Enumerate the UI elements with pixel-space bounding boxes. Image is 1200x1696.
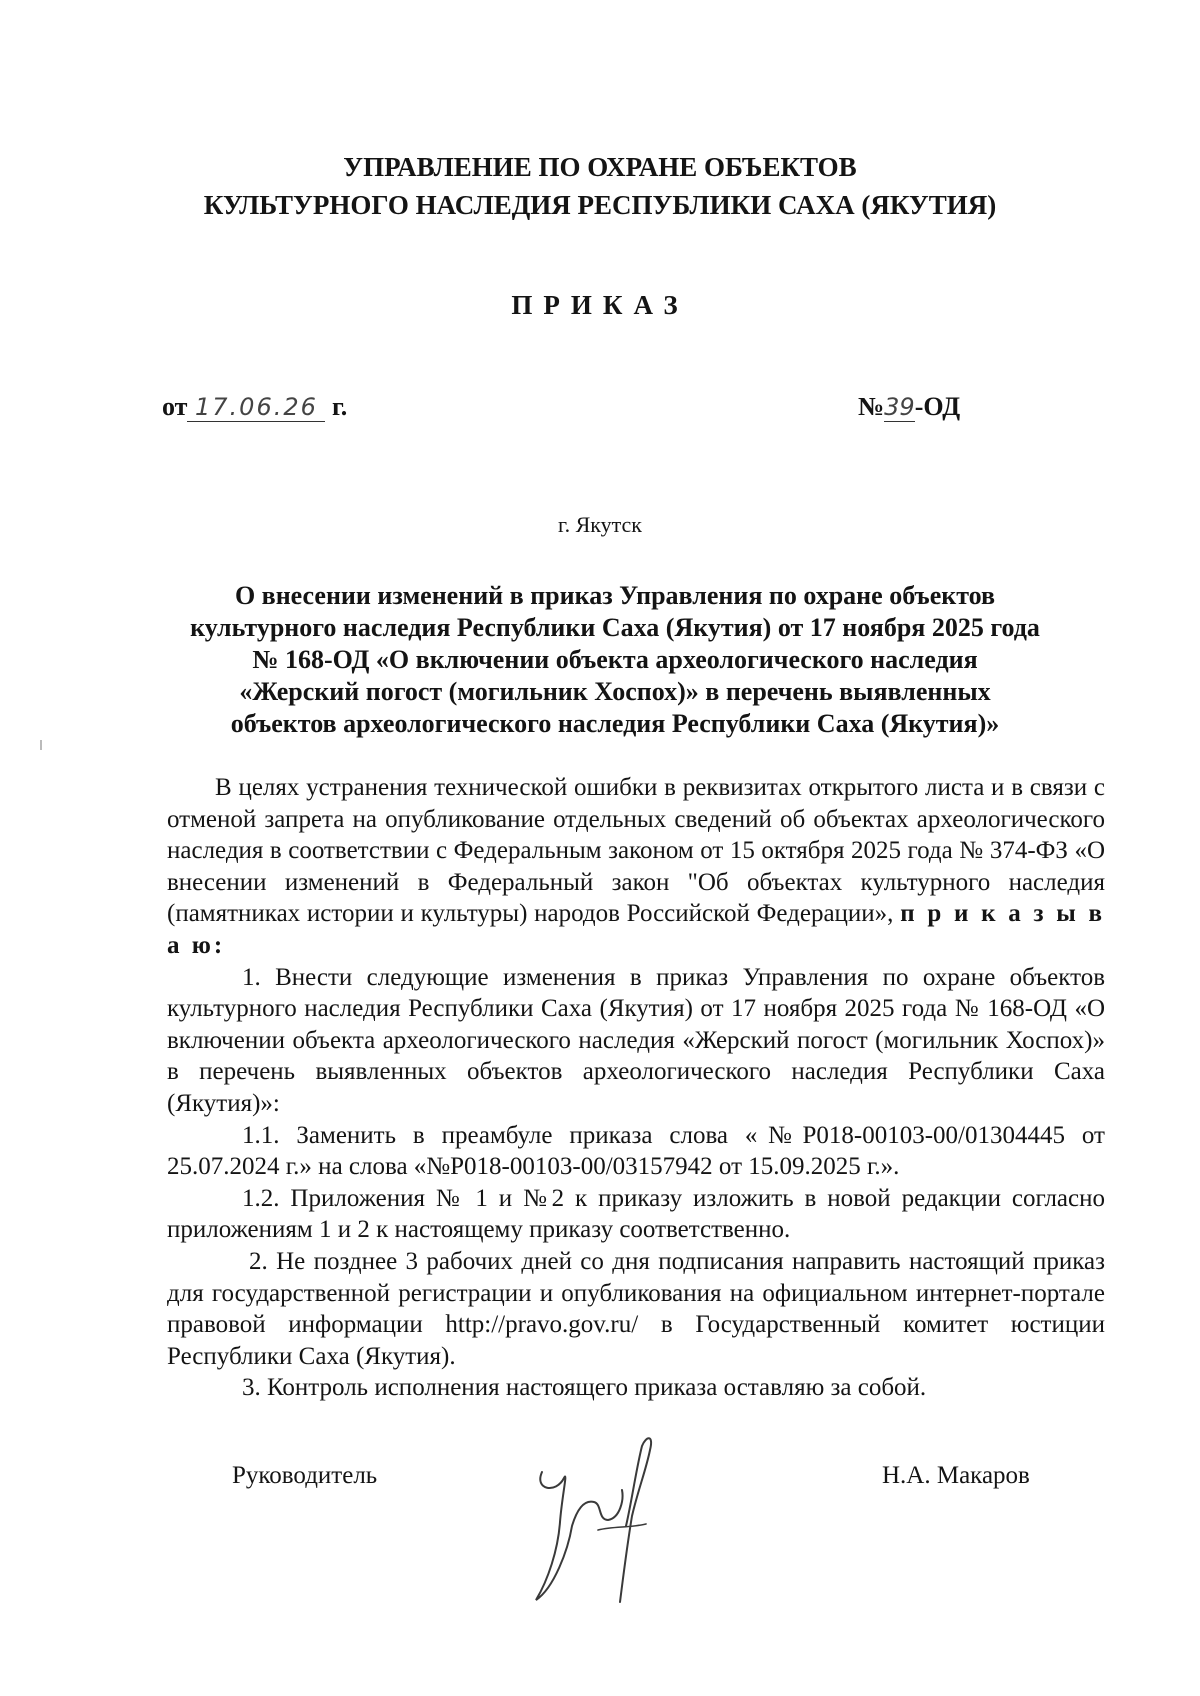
- order-date: [162, 392, 347, 422]
- organization-header: [0, 148, 1200, 224]
- subject-line: культурного наследия Республики Саха (Якутия) от 17 ноября 2025 года: [190, 613, 1040, 642]
- date-suffix: г.: [331, 392, 348, 421]
- org-line-1: УПРАВЛЕНИЕ ПО ОХРАНЕ ОБЪЕКТОВ: [343, 152, 857, 182]
- signatory-name: Н.А. Макаров: [882, 1462, 1030, 1489]
- signatory-position: Руководитель: [232, 1462, 378, 1489]
- handwritten-date: 17.06.26: [187, 393, 325, 422]
- number-suffix: -ОД: [914, 392, 961, 421]
- subject-line: объектов археологического наследия Республики Саха (Якутия)»: [230, 709, 1000, 738]
- handwritten-number: 39: [884, 393, 915, 421]
- handwritten-signature: [528, 1430, 678, 1620]
- city: г. Якутск: [558, 512, 642, 537]
- item-2: 2. Не позднее 3 рабочих дней со дня подписания направить настоящий приказ для государственной регистрации и опубликования на официальном интернет-портале правовой информации http://pravo.gov.ru/ в Государственный комитет юстиции Республики Саха (Якутия).: [167, 1247, 1105, 1370]
- order-body: [167, 772, 1105, 1404]
- item-1-2: 1.2. Приложения № 1 и №2 к приказу изложить в новой редакции согласно приложениям 1 и 2 к настоящему приказу соответственно.: [167, 1184, 1105, 1244]
- number-prefix: №: [858, 392, 885, 421]
- order-subject: [150, 580, 1080, 740]
- scan-artifact: [40, 740, 42, 750]
- item-1: 1. Внести следующие изменения в приказ Управления по охране объектов культурного наследия Республики Саха (Якутия) от 17 ноября 2025 года № 168-ОД «О включении объекта археологического наследия «Жерский погост (могильник Хоспох)» в перечень выявленных объектов археологического наследия Республики Саха (Якутия)»:: [167, 963, 1105, 1117]
- item-3: 3. Контроль исполнения настоящего приказа оставляю за собой.: [242, 1374, 927, 1402]
- org-line-2: КУЛЬТУРНОГО НАСЛЕДИЯ РЕСПУБЛИКИ САХА (ЯКУТИЯ): [203, 190, 997, 220]
- preamble-text: В целях устранения технической ошибки в реквизитах открытого листа и в связи с отменой запрета на опубликование отдельных сведений об объектах археологического наследия в соответствии с Федеральным законом от 15 октября 2025 года № 374-ФЗ «О внесении изменений в Федеральный закон "Об объектах культурного наследия (памятниках истории и культуры) народов Российской Федерации»,: [167, 774, 1105, 928]
- subject-line: «Жерский погост (могильник Хоспох)» в перечень выявленных: [239, 677, 991, 706]
- date-prefix: от: [162, 392, 188, 421]
- document-type-title: ПРИКАЗ: [511, 290, 689, 320]
- item-1-1: 1.1. Заменить в преамбуле приказа слова «№Р018-00103-00/01304445 от 25.07.2024 г.» на слова «№Р018-00103-00/03157942 от 15.09.2025 г.».: [167, 1121, 1105, 1181]
- order-number: [858, 392, 960, 422]
- order-keyword: п р и к а з ы в а ю:: [167, 900, 1106, 959]
- subject-line: № 168-ОД «О включении объекта археологического наследия: [252, 645, 978, 674]
- preamble-paragraph: [167, 772, 1105, 962]
- subject-line: О внесении изменений в приказ Управления по охране объектов: [234, 581, 996, 610]
